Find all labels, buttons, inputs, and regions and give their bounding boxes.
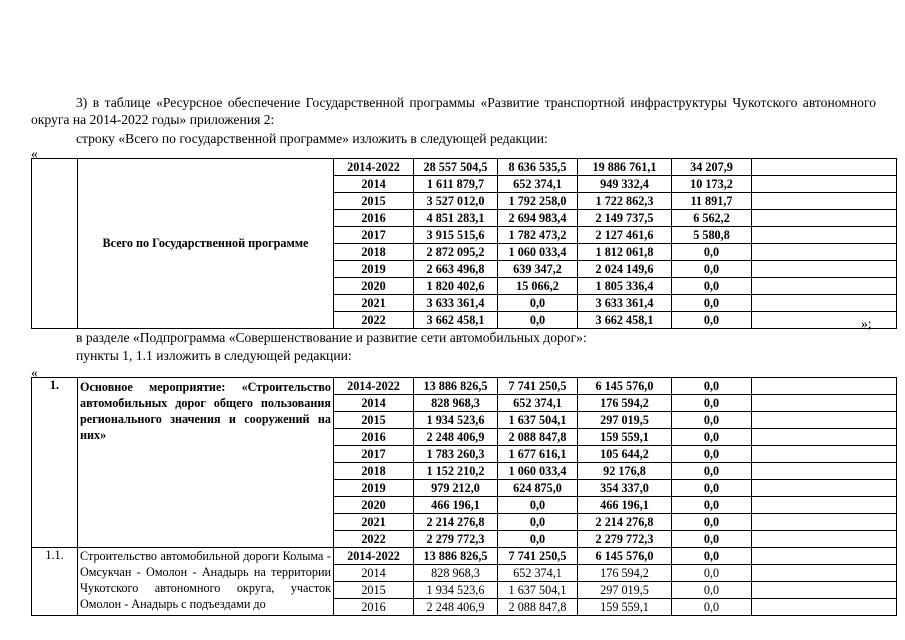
federal-cell: 652 374,1 (498, 176, 578, 193)
total-cell: 3 633 361,4 (414, 295, 498, 312)
period-cell: 2017 (334, 227, 414, 244)
period-cell: 2014 (334, 176, 414, 193)
empty-cell (752, 244, 897, 261)
empty-cell (752, 261, 897, 278)
regional-cell: 1 812 061,8 (578, 244, 672, 261)
program-total-table (31, 158, 897, 329)
federal-cell: 2 088 847,8 (498, 429, 578, 446)
regional-cell: 297 019,5 (578, 582, 672, 599)
period-cell: 2016 (334, 210, 414, 227)
federal-cell: 1 677 616,1 (498, 446, 578, 463)
open-quote-2: « (31, 365, 38, 380)
empty-cell (752, 599, 897, 616)
total-cell: 13 886 826,5 (414, 378, 498, 395)
other-cell: 0,0 (672, 446, 752, 463)
other-cell: 0,0 (672, 378, 752, 395)
empty-cell (752, 395, 897, 412)
empty-cell (752, 463, 897, 480)
empty-cell (752, 514, 897, 531)
federal-cell: 0,0 (498, 531, 578, 548)
total-cell: 3 662 458,1 (414, 312, 498, 329)
period-cell: 2021 (334, 514, 414, 531)
other-cell: 0,0 (672, 312, 752, 329)
total-cell: 979 212,0 (414, 480, 498, 497)
regional-cell: 2 149 737,5 (578, 210, 672, 227)
period-cell: 2014 (334, 395, 414, 412)
total-cell: 466 196,1 (414, 497, 498, 514)
close-quote-1: »; (861, 316, 872, 331)
total-cell: 828 968,3 (414, 565, 498, 582)
empty-cell (752, 176, 897, 193)
other-cell: 0,0 (672, 514, 752, 531)
total-cell: 828 968,3 (414, 395, 498, 412)
item-description: Основное мероприятие: «Строительство автомобильных дорог общего пользования регионального значения и сооружений на них» (78, 378, 334, 548)
other-cell: 0,0 (672, 429, 752, 446)
federal-cell: 1 637 504,1 (498, 582, 578, 599)
regional-cell: 2 024 149,6 (578, 261, 672, 278)
total-cell: 2 248 406,9 (414, 599, 498, 616)
empty-cell (752, 312, 897, 329)
empty-cell (752, 480, 897, 497)
federal-cell: 0,0 (498, 497, 578, 514)
open-quote-1: « (31, 146, 38, 161)
total-cell: 4 851 283,1 (414, 210, 498, 227)
total-cell: 1 820 402,6 (414, 278, 498, 295)
empty-cell (752, 548, 897, 565)
total-cell: 2 214 276,8 (414, 514, 498, 531)
total-cell: 2 279 772,3 (414, 531, 498, 548)
empty-cell (752, 193, 897, 210)
other-cell: 0,0 (672, 480, 752, 497)
federal-cell: 624 875,0 (498, 480, 578, 497)
regional-cell: 466 196,1 (578, 497, 672, 514)
federal-cell: 7 741 250,5 (498, 378, 578, 395)
empty-cell (752, 378, 897, 395)
federal-cell: 639 347,2 (498, 261, 578, 278)
regional-cell: 1 722 862,3 (578, 193, 672, 210)
regional-cell: 6 145 576,0 (578, 378, 672, 395)
empty-cell (752, 278, 897, 295)
empty-cell (752, 429, 897, 446)
total-cell: 2 663 496,8 (414, 261, 498, 278)
other-cell: 5 580,8 (672, 227, 752, 244)
regional-cell: 105 644,2 (578, 446, 672, 463)
total-cell: 2 872 095,2 (414, 244, 498, 261)
period-cell: 2018 (334, 244, 414, 261)
regional-cell: 159 559,1 (578, 429, 672, 446)
subitem-number: 1.1. (32, 548, 78, 616)
period-cell: 2014-2022 (334, 159, 414, 176)
subitem-description: Строительство автомобильной дороги Колыма - Омсукчан - Омолон - Анадырь на территории Чукотского автономного округа, участок Омолон - Анадырь с подъездами до (78, 548, 334, 616)
period-cell: 2017 (334, 446, 414, 463)
total-cell: 3 915 515,6 (414, 227, 498, 244)
federal-cell: 652 374,1 (498, 395, 578, 412)
other-cell: 0,0 (672, 565, 752, 582)
regional-cell: 2 127 461,6 (578, 227, 672, 244)
total-cell: 2 248 406,9 (414, 429, 498, 446)
other-cell: 0,0 (672, 278, 752, 295)
period-cell: 2016 (334, 599, 414, 616)
federal-cell: 8 636 535,5 (498, 159, 578, 176)
item-number: 1. (32, 378, 78, 548)
period-cell: 2015 (334, 412, 414, 429)
regional-cell: 354 337,0 (578, 480, 672, 497)
period-cell: 2019 (334, 480, 414, 497)
federal-cell: 1 782 473,2 (498, 227, 578, 244)
regional-cell: 949 332,4 (578, 176, 672, 193)
federal-cell: 1 060 033,4 (498, 463, 578, 480)
total-cell: 1 783 260,3 (414, 446, 498, 463)
period-cell: 2014 (334, 565, 414, 582)
empty-cell (752, 582, 897, 599)
regional-cell: 92 176,8 (578, 463, 672, 480)
total-cell: 28 557 504,5 (414, 159, 498, 176)
other-cell: 0,0 (672, 395, 752, 412)
empty-cell (752, 412, 897, 429)
total-cell: 1 152 210,2 (414, 463, 498, 480)
federal-cell: 15 066,2 (498, 278, 578, 295)
regional-cell: 3 662 458,1 (578, 312, 672, 329)
total-cell: 1 611 879,7 (414, 176, 498, 193)
regional-cell: 1 805 336,4 (578, 278, 672, 295)
empty-cell (752, 531, 897, 548)
federal-cell: 0,0 (498, 312, 578, 329)
other-cell: 0,0 (672, 295, 752, 312)
federal-cell: 0,0 (498, 514, 578, 531)
federal-cell: 1 060 033,4 (498, 244, 578, 261)
empty-cell (752, 210, 897, 227)
other-cell: 34 207,9 (672, 159, 752, 176)
period-cell: 2015 (334, 193, 414, 210)
regional-cell: 2 214 276,8 (578, 514, 672, 531)
period-cell: 2022 (334, 531, 414, 548)
regional-cell: 3 633 361,4 (578, 295, 672, 312)
total-cell: 3 527 012,0 (414, 193, 498, 210)
other-cell: 11 891,7 (672, 193, 752, 210)
regional-cell: 176 594,2 (578, 395, 672, 412)
other-cell: 0,0 (672, 531, 752, 548)
table-row (32, 159, 897, 176)
period-cell: 2021 (334, 295, 414, 312)
period-cell: 2020 (334, 497, 414, 514)
empty-cell (752, 497, 897, 514)
table-row (32, 548, 897, 565)
period-cell: 2022 (334, 312, 414, 329)
period-cell: 2019 (334, 261, 414, 278)
other-cell: 0,0 (672, 412, 752, 429)
items-instruction: пункты 1, 1.1 изложить в следующей редакции: (76, 348, 352, 363)
other-cell: 0,0 (672, 463, 752, 480)
other-cell: 0,0 (672, 261, 752, 278)
other-cell: 0,0 (672, 244, 752, 261)
other-cell: 0,0 (672, 582, 752, 599)
period-cell: 2020 (334, 278, 414, 295)
section-instruction: в разделе «Подпрограмма «Совершенствование и развитие сети автомобильных дорог»: (76, 330, 587, 345)
federal-cell: 0,0 (498, 295, 578, 312)
empty-cell (752, 446, 897, 463)
period-cell: 2016 (334, 429, 414, 446)
intro-instruction: строку «Всего по государственной программе» изложить в следующей редакции: (76, 131, 548, 146)
regional-cell: 19 886 761,1 (578, 159, 672, 176)
federal-cell: 652 374,1 (498, 565, 578, 582)
period-cell: 2018 (334, 463, 414, 480)
period-cell: 2014-2022 (334, 378, 414, 395)
other-cell: 0,0 (672, 599, 752, 616)
other-cell: 10 173,2 (672, 176, 752, 193)
table-row (32, 378, 897, 395)
period-cell: 2014-2022 (334, 548, 414, 565)
other-cell: 6 562,2 (672, 210, 752, 227)
number-cell (32, 159, 78, 329)
regional-cell: 2 279 772,3 (578, 531, 672, 548)
other-cell: 0,0 (672, 497, 752, 514)
regional-cell: 176 594,2 (578, 565, 672, 582)
regional-cell: 297 019,5 (578, 412, 672, 429)
federal-cell: 1 637 504,1 (498, 412, 578, 429)
federal-cell: 2 694 983,4 (498, 210, 578, 227)
federal-cell: 1 792 258,0 (498, 193, 578, 210)
subprogram-table (31, 377, 897, 616)
total-cell: 13 886 826,5 (414, 548, 498, 565)
empty-cell (752, 159, 897, 176)
other-cell: 0,0 (672, 548, 752, 565)
federal-cell: 7 741 250,5 (498, 548, 578, 565)
empty-cell (752, 295, 897, 312)
federal-cell: 2 088 847,8 (498, 599, 578, 616)
regional-cell: 6 145 576,0 (578, 548, 672, 565)
empty-cell (752, 227, 897, 244)
total-cell: 1 934 523,6 (414, 582, 498, 599)
program-label: Всего по Государственной программе (78, 159, 334, 329)
regional-cell: 159 559,1 (578, 599, 672, 616)
period-cell: 2015 (334, 582, 414, 599)
total-cell: 1 934 523,6 (414, 412, 498, 429)
intro-paragraph: 3) в таблице «Ресурсное обеспечение Государственной программы «Развитие транспортной инфраструктуры Чукотского автономного округа на 2014-2022 годы» приложения 2: (31, 95, 876, 127)
empty-cell (752, 565, 897, 582)
